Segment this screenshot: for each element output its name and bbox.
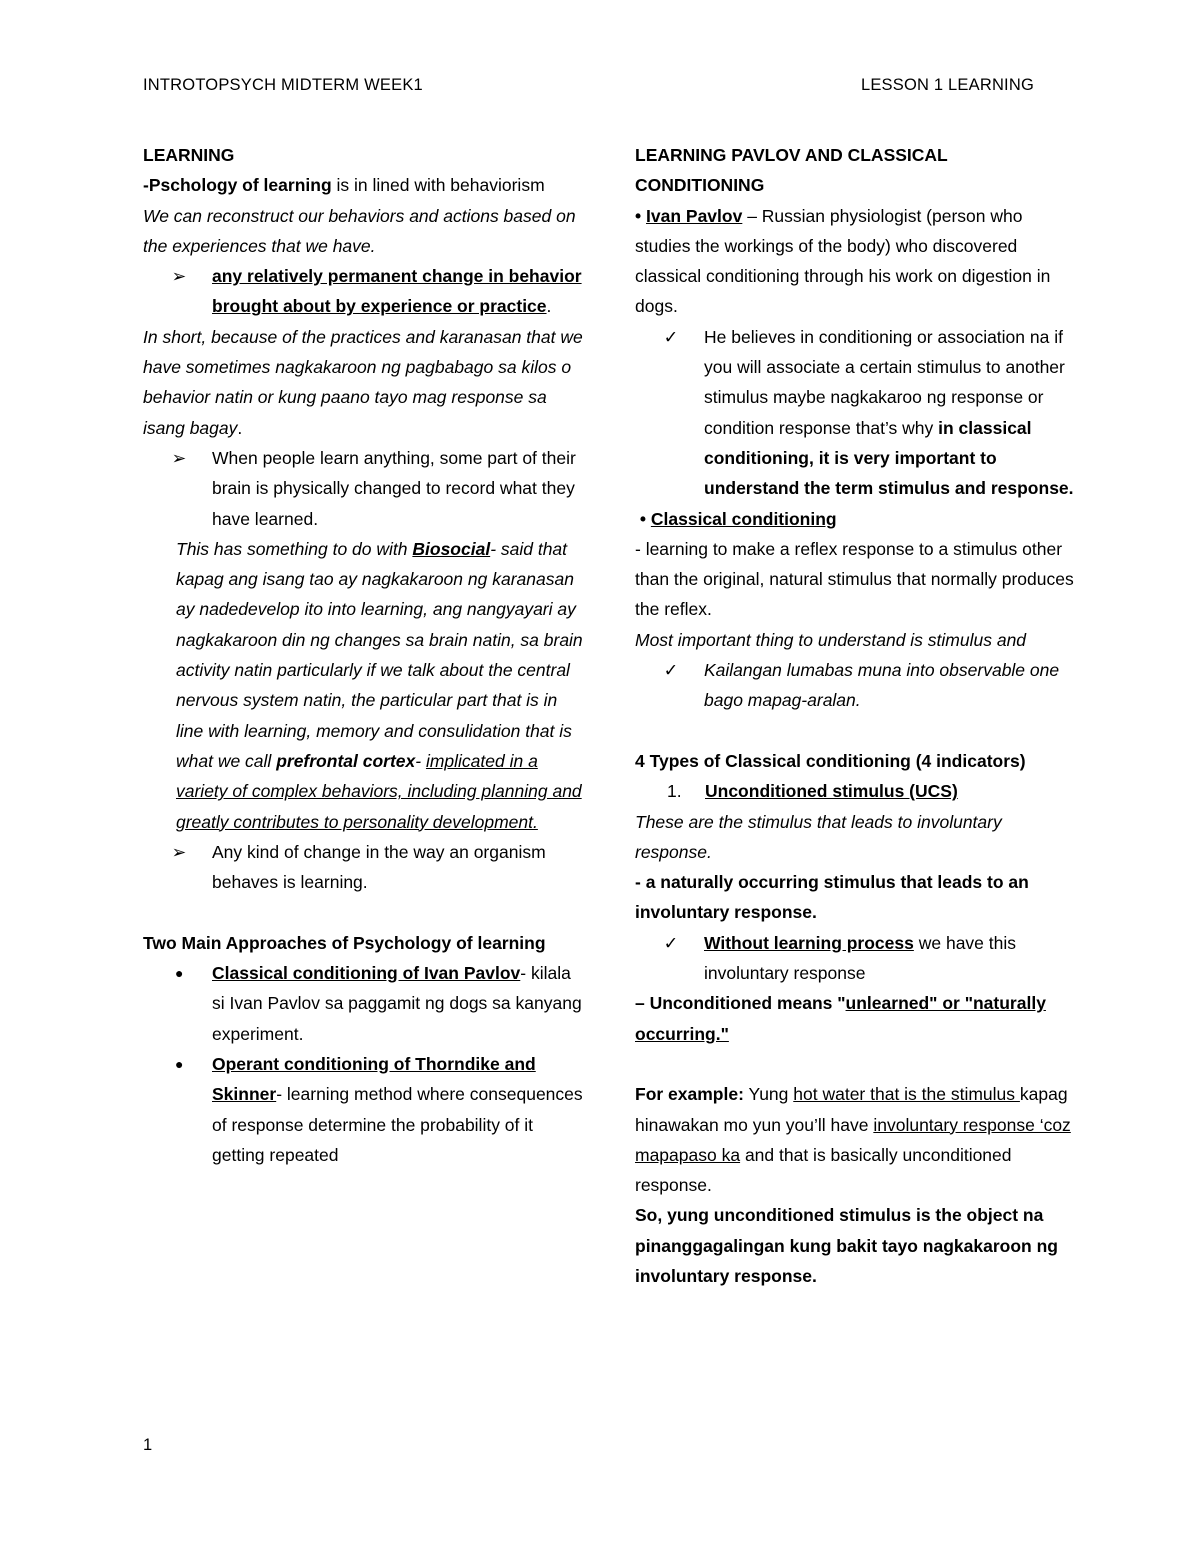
implicated-text: implicated in a variety of complex behaviors, including planning and greatly contributes to personality development. (176, 750, 582, 832)
list-item-operant (143, 1049, 583, 1170)
header-course: INTROTOPSYCH MIDTERM WEEK1 (143, 76, 423, 94)
prefrontal-cortex-term: prefrontal cortex (276, 750, 416, 771)
section-title-pavlov: LEARNING PAVLOV AND CLASSICAL CONDITIONING (635, 145, 948, 196)
text: . (546, 296, 552, 317)
list-item-any-change (143, 837, 583, 898)
paragraph-unconditioned-means (635, 988, 1075, 1049)
definition-text: any relatively permanent change in behavior brought about by experience or practice (212, 266, 582, 317)
paragraph-reconstruct: We can reconstruct our behaviors and actions based on the experiences that we have. (143, 205, 576, 256)
paragraph-most-important: Most important thing to understand is stimulus and (635, 629, 1027, 650)
section-title-approaches: Two Main Approaches of Psychology of learning (143, 932, 546, 953)
text: - learning method where consequences of response determine the probability of it getting repeated (212, 1084, 583, 1165)
approach-head: Classical conditioning of Ivan Pavlov (212, 963, 521, 984)
check-icon: ✓ (663, 932, 679, 953)
list-item-brain-change (143, 443, 583, 534)
text: is in lined with behaviorism (331, 175, 545, 196)
text: Any kind of change in the way an organism behaves is learning. (212, 841, 546, 893)
spacer (143, 897, 583, 927)
without-learning-head: Without learning process (704, 932, 914, 953)
text: Kailangan lumabas muna into observable one bago mapag-aralan. (704, 660, 1060, 711)
text: and that is basically unconditioned response. (635, 1144, 1012, 1196)
text: In short, because of the practices and karanasan that we have sometimes nagkakaroon ng pagbabago sa kilos o behavior natin or kung paano tayo mag response sa isang bagay (143, 326, 583, 438)
spacer (635, 1049, 1075, 1079)
ucs-head: Unconditioned stimulus (UCS) (705, 781, 958, 802)
underlined-text: unlearned" or "naturally occurring." (635, 993, 1046, 1044)
biosocial-term: Biosocial (412, 538, 491, 559)
paragraph-ucs-desc: These are the stimulus that leads to involuntary response. (635, 811, 1002, 862)
check-icon: ✓ (663, 326, 679, 347)
dot-bullet-icon: ● (175, 1055, 184, 1072)
text: Yung (743, 1084, 794, 1105)
section-title-learning: LEARNING (143, 145, 235, 165)
section-title-types: 4 Types of Classical conditioning (4 indicators) (635, 750, 1026, 771)
spacer (635, 716, 1075, 746)
paragraph-classical-conditioning (635, 504, 1075, 534)
example-label: For example: (635, 1084, 744, 1105)
underlined-text: involuntary response ‘coz mapapaso ka (635, 1114, 1071, 1165)
paragraph-ucs-def: - a naturally occurring stimulus that leads to an involuntary response. (635, 872, 1029, 923)
right-column (635, 140, 1075, 1291)
text: - said that kapag ang isang tao ay nagkakaroon ng karanasan ay nadedevelop ito into learning, ang nangyayari ay nagkakaroon din ng changes sa brain natin, sa brain activity natin particularly if we talk about the central nervous system natin, the particular part that is in line with learning, memory and consulidation that is what we call (176, 538, 583, 771)
arrow-bullet-icon: ➢ (171, 266, 187, 287)
paragraph-ivan-pavlov (635, 201, 1075, 322)
bold-term: -Pschology of learning (143, 175, 332, 196)
paragraph-biosocial (143, 534, 583, 837)
bold-text: in classical conditioning, it is very important to understand the term stimulus and response. (704, 417, 1074, 499)
check-item-observable (635, 655, 1075, 716)
list-item-definition (143, 261, 583, 322)
dot-bullet-icon: ● (175, 965, 184, 982)
paragraph-psychology-of-learning (143, 170, 583, 200)
approach-head: Operant conditioning of Thorndike and Skinner (212, 1053, 536, 1105)
left-column (143, 140, 583, 1170)
arrow-bullet-icon: ➢ (171, 447, 187, 468)
pavlov-name: Ivan Pavlov (646, 205, 743, 226)
text: This has something to do with (176, 538, 413, 559)
paragraph-in-short (143, 322, 583, 443)
arrow-bullet-icon: ➢ (171, 841, 187, 862)
list-number: 1. (667, 781, 682, 802)
check-item-without-learning (635, 928, 1075, 989)
text: He believes in conditioning or association na if you will associate a certain stimulus to another stimulus maybe nagkakaroo ng response or condition response that’s why (704, 326, 1065, 438)
text: - kilala si Ivan Pavlov sa paggamit ng dogs sa kanyang experiment. (212, 963, 582, 1044)
paragraph-cc-definition: - learning to make a reflex response to a stimulus other than the original, natural stimulus that normally produces the reflex. (635, 538, 1074, 620)
underlined-text: hot water that is the stimulus (793, 1084, 1020, 1105)
page-number: 1 (143, 1436, 153, 1454)
check-icon: ✓ (663, 660, 679, 681)
list-item-classical (143, 958, 583, 1049)
text: – Unconditioned means " (635, 993, 846, 1014)
numbered-item-ucs (635, 776, 1075, 806)
paragraph-example (635, 1079, 1075, 1200)
bullet-glyph: • (635, 205, 642, 226)
paragraph-so: So, yung unconditioned stimulus is the object na pinanggagalingan kung bakit tayo nagkakaroon ng involuntary response. (635, 1205, 1058, 1286)
bullet-glyph: • (639, 508, 647, 529)
text: - (415, 750, 426, 771)
text: – Russian physiologist (person who studies the workings of the body) who discovered classical conditioning through his work on digestion in dogs. (635, 205, 1051, 317)
text: . (237, 417, 243, 438)
text: we have this involuntary response (704, 932, 1017, 984)
classical-conditioning-head: Classical conditioning (650, 508, 837, 529)
text: When people learn anything, some part of their brain is physically changed to record what they have learned. (212, 447, 576, 529)
check-item-association (635, 322, 1075, 504)
text: kapag hinawakan mo yun you’ll have (635, 1084, 1068, 1135)
header-lesson: LESSON 1 LEARNING (860, 76, 1034, 94)
